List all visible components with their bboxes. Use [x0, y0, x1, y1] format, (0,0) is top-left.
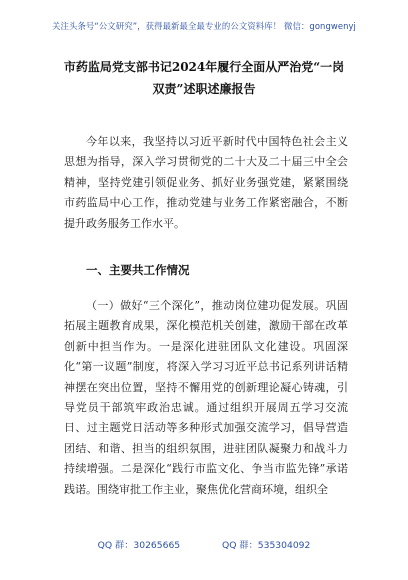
header-banner: 关注头条号“公文研究”，获得最新最全最专业的公文资料库！ 微信：gongwenyj [52, 21, 356, 31]
body-paragraph: （一）做好“三个深化”，推动岗位建功促发展。巩固拓展主题教育成果，深化模范机关创建，激励干部在改革创新中担当作为。一是深化进驻团队文化建设。巩固深化“第一议题”制度，将深入学习习近平总书记系列讲话精神摆在突出位置，坚持不懈用党的创新理论凝心铸魂，引导党员干部筑牢政治忠诚。通过组织开展周五学习交流日、过主题党日活动等多种形式加强交流学习，倡导营造团结、和谐、担当的组织氛围，进驻团队凝聚力和战斗力持续增强。二是深化“践行市监文化、争当市监先锋”承诺践诺。围绕审批工作主业，聚焦优化营商环境，组织全 [64, 299, 348, 496]
document-title: 市药监局党支部书记2024年履行全面从严治党“一岗双责”述职述廉报告 [63, 60, 345, 96]
section-heading: 一、主要共工作情况 [86, 263, 190, 277]
qq-group-2: QQ 群：535304092 [222, 540, 311, 551]
qq-group-1: QQ 群：30265665 [97, 540, 181, 551]
intro-paragraph: 今年以来，我坚持以习近平新时代中国特色社会主义思想为指导，深入学习贯彻党的二十大及二十届三中全会精神，坚持党建引领促业务、抓好业务强党建，紧紧围绕市药监局中心工作，推动党建与业务工作紧密融合，不断提升政务服务工作水平。 [64, 135, 348, 230]
footer-contact [0, 537, 408, 551]
